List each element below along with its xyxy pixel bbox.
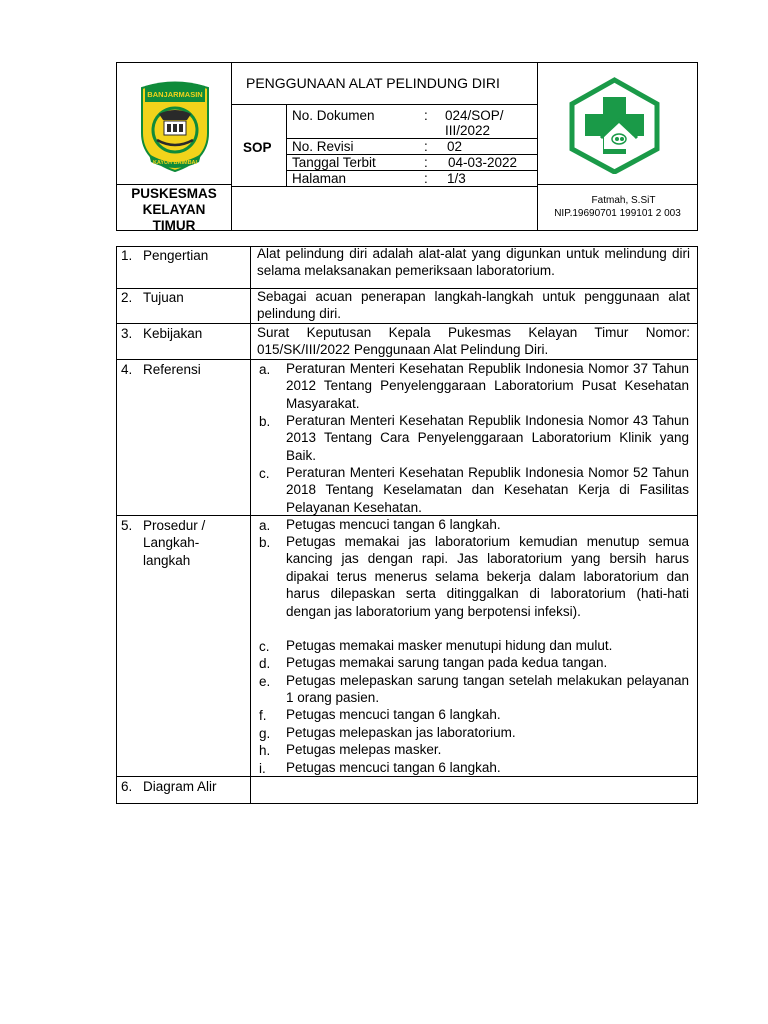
section-number: 1. [121,248,133,263]
section-title-prosedur-line1: Prosedur / [143,518,206,533]
section-title-referensi: Referensi [143,362,201,377]
meta-label-no-dokumen: No. Dokumen [292,108,375,123]
list-letter: i. [259,761,266,776]
page-title: PENGGUNAAN ALAT PELINDUNG DIRI [246,75,500,91]
procedure-step: Petugas mencuci tangan 6 langkah. [286,760,501,775]
procedure-step: Petugas memakai sarung tangan pada kedua tangan. [286,655,608,670]
section-text-tujuan: Sebagai acuan penerapan langkah-langkah untuk penggunaan alat pelindung diri. [257,289,690,322]
meta-sep: : [424,108,428,123]
list-letter: f. [259,708,267,723]
section-title-prosedur-line2: Langkah- [143,535,200,550]
org-name-line1: PUSKESMAS [131,186,217,201]
meta-label-halaman: Halaman [292,171,347,186]
list-letter: c. [259,466,270,481]
meta-sep: : [424,139,428,154]
list-letter: h. [259,743,271,758]
section-number: 4. [121,362,133,377]
meta-value-no-dokumen: 024/SOP/ [445,108,504,123]
meta-value-no-dokumen-line2: III/2022 [445,123,491,138]
reference-item: Peraturan Menteri Kesehatan Republik Indonesia Nomor 43 Tahun 2013 Tentang Cara Penyelenggaraan Laboratorium Klinik yang Baik. [286,413,689,463]
section-title-tujuan: Tujuan [143,290,184,305]
section-number: 6. [121,779,133,794]
section-text-pengertian: Alat pelindung diri adalah alat-alat yang digunkan untuk melindung diri selama melaksanakan pemeriksaan laboratorium. [257,246,690,279]
section-title-pengertian: Pengertian [143,248,209,263]
section-title-kebijakan: Kebijakan [143,326,203,341]
list-letter: b. [259,535,271,550]
org-name-line2: KELAYAN [142,202,206,217]
svg-text:BANJARMASIN: BANJARMASIN [147,90,203,99]
svg-text:KAYUH BAIMBAI: KAYUH BAIMBAI [152,160,198,166]
reference-item: Peraturan Menteri Kesehatan Republik Indonesia Nomor 52 Tahun 2018 Tentang Keselamatan dan Kesehatan Kerja di Fasilitas Pelayanan Kesehatan. [286,465,689,515]
list-letter: e. [259,674,271,689]
procedure-step: Petugas memakai masker menutupi hidung dan mulut. [286,638,613,653]
list-letter: a. [259,362,271,377]
list-letter: c. [259,639,270,654]
meta-sep: : [424,171,428,186]
banjarmasin-emblem-logo [137,78,213,172]
meta-value-no-revisi: 02 [447,139,463,154]
list-letter: d. [259,656,271,671]
meta-label-no-revisi: No. Revisi [292,139,354,154]
section-number: 5. [121,518,133,533]
section-text-kebijakan: Surat Keputusan Kepala Pukesmas Kelayan Timur Nomor: 015/SK/III/2022 Penggunaan Alat Pelindung Diri. [257,325,690,358]
list-letter: g. [259,726,271,741]
signer-name: Fatmah, S.SiT [591,195,656,206]
section-title-diagram-alir: Diagram Alir [143,779,217,794]
procedure-step: Petugas mencuci tangan 6 langkah. [286,707,501,722]
meta-label-tanggal-terbit: Tanggal Terbit [292,155,376,170]
signer-nip: NIP.19690701 199101 2 003 [554,208,681,219]
procedure-step: Petugas melepas masker. [286,742,442,757]
meta-value-tanggal-terbit: 04-03-2022 [448,155,518,170]
section-title-prosedur-line3: langkah [143,553,191,568]
procedure-step: Petugas memakai jas laboratorium kemudian menutup semua kancing jas dengan rapi. Jas laboratorium yang bersih harus dipakai terus menerus selama bekerja dalam laboratorium dan harus dilepaskan serta ditinggalkan di laboratorium (hati-hati dengan jas laboratorium yang berpotensi infeksi). [286,534,689,619]
procedure-step: Petugas melepaskan jas laboratorium. [286,725,516,740]
section-number: 2. [121,290,133,305]
org-name-line3: TIMUR [152,218,196,233]
sop-label: SOP [243,140,272,155]
reference-item: Peraturan Menteri Kesehatan Republik Indonesia Nomor 37 Tahun 2012 Tentang Penyelenggaraan Laboratorium Pusat Kesehatan Masyarakat. [286,361,689,411]
meta-value-halaman: 1/3 [447,171,466,186]
puskesmas-cross-logo [567,77,662,174]
list-letter: b. [259,414,271,429]
procedure-step: Petugas melepaskan sarung tangan setelah melakukan pelayanan 1 orang pasien. [286,673,689,706]
meta-sep: : [424,155,428,170]
section-number: 3. [121,326,133,341]
procedure-step: Petugas mencuci tangan 6 langkah. [286,517,501,532]
list-letter: a. [259,518,271,533]
